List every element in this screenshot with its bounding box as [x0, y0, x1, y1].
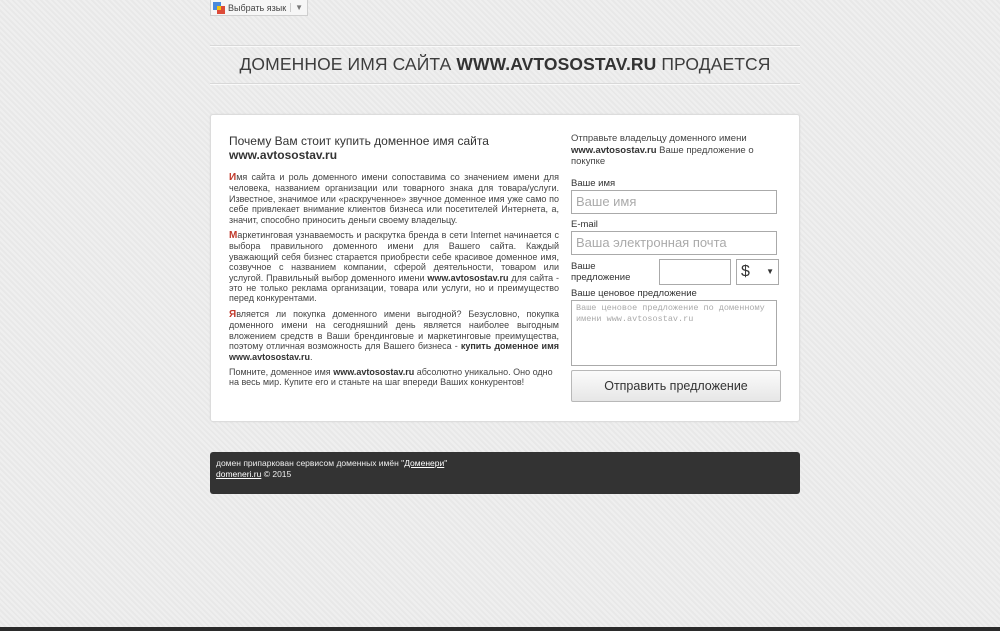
- name-label: Ваше имя: [571, 177, 616, 189]
- domeneri-site-link[interactable]: domeneri.ru: [216, 469, 262, 479]
- chevron-down-icon[interactable]: ▼: [290, 3, 307, 12]
- translate-widget[interactable]: [210, 0, 308, 16]
- domeneri-link[interactable]: Доменери: [404, 458, 445, 468]
- offer-form: [571, 133, 779, 402]
- paragraph-4: Помните, доменное имя www.avtosostav.ru абсолютно уникально. Оно одно на весь мир. Купите его и станьте на шаг впереди Ваших конкурентов!: [229, 366, 553, 388]
- translate-label: Выбрать язык: [228, 2, 287, 13]
- why-buy-heading: Почему Вам стоит купить доменное имя сайта www.avtosostav.ru: [229, 134, 489, 162]
- offer-amount-input[interactable]: [659, 259, 731, 285]
- price-textarea[interactable]: Ваше ценовое предложение по доменному имени www.avtosostav.ru: [571, 300, 777, 366]
- currency-value: $: [741, 262, 750, 280]
- email-input[interactable]: Ваша электронная почта: [571, 231, 777, 255]
- why-buy-section: [229, 134, 559, 393]
- title-domain: WWW.AVTOSOSTAV.RU: [456, 54, 657, 74]
- title-prefix: ДОМЕННОЕ ИМЯ САЙТА: [239, 54, 452, 74]
- offer-row: [571, 259, 779, 285]
- email-label: E-mail: [571, 218, 598, 230]
- currency-select[interactable]: [736, 259, 779, 285]
- form-intro: Отправьте владельцу доменного имени www.avtosostav.ru Ваше предложение о покупке: [571, 133, 754, 167]
- submit-offer-button[interactable]: Отправить предложение: [571, 370, 781, 402]
- paragraph-3: Является ли покупка доменного имени выгодной? Безусловно, покупка доменного имени на сегодняшний день является наиболее выгодным вложением средств в Ваши брендинговые и маркетинговые преимущества, поэтому отличная возможность для Вашего бизнеса - купить доменное имя www.avtosostav.ru.: [229, 308, 559, 362]
- price-label: Ваше ценовое предложение: [571, 287, 697, 299]
- title-suffix: ПРОДАЕТСЯ: [661, 54, 771, 74]
- footer: домен припаркован сервисом доменных имён "Доменери" domeneri.ru © 2015: [210, 452, 800, 494]
- paragraph-2: Маркетинговая узнаваемость и раскрутка бренда в сети Internet начинается с выбора правильного доменного имени для Вашего сайта. Каждый уважающий себя бизнес старается приобрести себе красивое доменное имя, созвучное с названием компании, сферой деятельности, товаром или услугой. Правильный выбор доменного имени www.avtosostav.ru для сайта - это не только реклама организации, товара или услуги, но и преимущество перед конкурентами.: [229, 230, 559, 304]
- bottom-bar: [0, 627, 1000, 631]
- paragraph-1: Имя сайта и роль доменного имени сопоставима со значением имени для человека, названием организации или товарного знака для товара/услуги. Известное, значимое или «раскрученное» звучное доменное имя уже само по себе привлекает внимание клиентов бизнеса или посетителей Интернета, а, значит, способно приносить деньги своему владельцу.: [229, 172, 559, 225]
- google-translate-icon: [213, 2, 225, 14]
- page-title: [210, 45, 800, 84]
- offer-label: Ваше предложение: [571, 260, 631, 283]
- name-input[interactable]: Ваше имя: [571, 190, 777, 214]
- content-card: [210, 114, 800, 422]
- chevron-down-icon: ▼: [766, 267, 774, 276]
